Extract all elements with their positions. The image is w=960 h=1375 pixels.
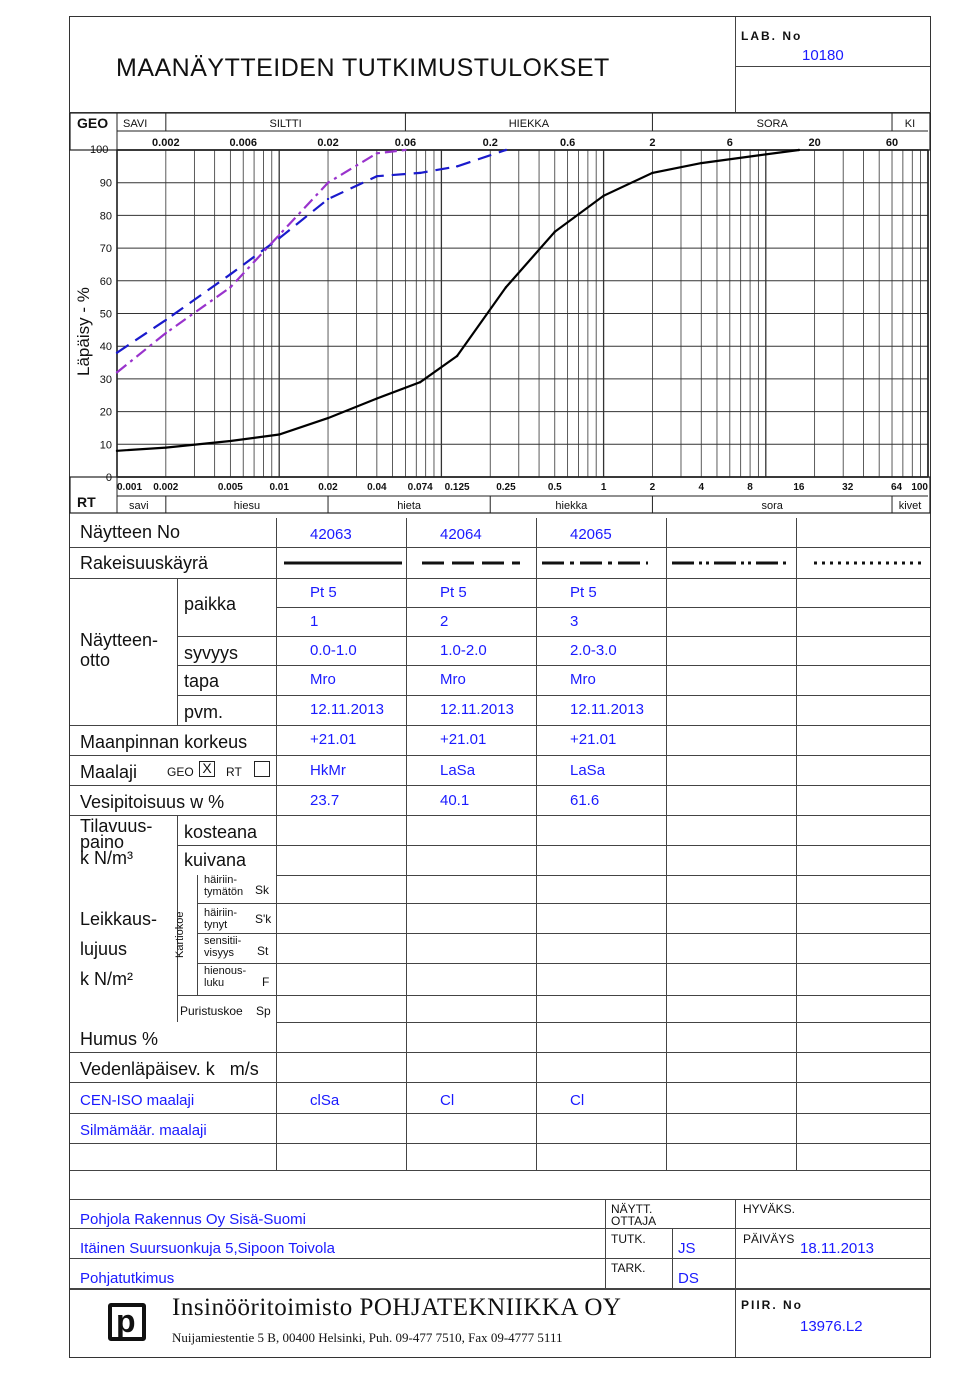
series-point-42065 — [376, 152, 378, 154]
y-tick-label: 70 — [99, 243, 112, 256]
table-rule — [70, 1170, 930, 1171]
method-3: Mro — [570, 671, 596, 688]
shear-fine-sym: F — [262, 975, 270, 989]
series-point-42064 — [456, 165, 458, 167]
drawing-no-label: PIIR. No — [741, 1298, 804, 1312]
table-rule — [276, 607, 930, 608]
bottom-tick-label: 32 — [842, 482, 854, 493]
depth-1: 0.0-1.0 — [310, 642, 357, 659]
method-label: tapa — [184, 671, 220, 691]
series-point-42064 — [116, 352, 118, 354]
bottom-tick-label: 0.25 — [496, 482, 516, 493]
chart-top-axis — [70, 113, 930, 156]
table-rule — [197, 933, 276, 934]
bottom-tick-label: 0.02 — [318, 482, 338, 493]
page-title: MAANÄYTTEIDEN TUTKIMUSTULOKSET — [116, 54, 610, 82]
sample-no-label: Näytteen No — [80, 522, 181, 542]
chart-y-axis — [100, 178, 112, 484]
series-point-42063 — [456, 355, 458, 357]
soil-3: LaSa — [570, 762, 606, 779]
series-point-42065 — [327, 182, 329, 184]
method-2: Mro — [440, 671, 466, 688]
shear-cone-label: Kartiokoe — [174, 911, 186, 958]
location-label: paikka — [184, 594, 237, 614]
table-rule — [276, 1022, 930, 1023]
y-tick-label: 0 — [105, 472, 112, 484]
logo-letter: p — [116, 1303, 136, 1339]
geo-class-label: SILTTI — [269, 118, 302, 130]
y-tick-label: 100 — [90, 144, 109, 156]
table-rule — [177, 636, 276, 637]
y-tick-label: 20 — [99, 406, 112, 419]
table-rule — [276, 963, 930, 964]
approved-label: HYVÄKS. — [743, 1202, 796, 1216]
series-point-42064 — [505, 149, 507, 151]
company-name: Insinööritoimisto POHJATEKNIIKKA OY — [172, 1294, 622, 1321]
top-tick-label: 2 — [649, 137, 656, 149]
footer-date-value: 18.11.2013 — [800, 1240, 874, 1257]
series-point-42065 — [165, 332, 167, 334]
water-label: Vesipitoisuus w % — [80, 792, 225, 812]
table-rule — [276, 995, 930, 996]
permeability-label: Vedenläpäisev. k m/s — [80, 1059, 259, 1079]
lab-no-value: 10180 — [802, 47, 844, 64]
elevation-1: +21.01 — [310, 731, 357, 748]
rt-label: RT — [77, 494, 96, 510]
table-rule — [276, 636, 930, 637]
ceniso-1: clSa — [310, 1092, 340, 1109]
location-sub-1: 1 — [310, 613, 319, 630]
rt-class-label: hiesu — [233, 500, 261, 512]
method-1: Mro — [310, 671, 336, 688]
company-address: Nuijamiestentie 5 B, 00400 Helsinki, Puh. 09-477 7510, Fax 09-4777 5111 — [172, 1330, 563, 1345]
sample-no-3: 42065 — [570, 526, 612, 543]
bottom-tick-label: 0.074 — [407, 482, 433, 493]
rt-class-label: hieta — [397, 500, 422, 512]
client-name: Pohjola Rakennus Oy Sisä-Suomi — [80, 1211, 306, 1228]
series-point-42064 — [327, 198, 329, 200]
top-tick-label: 6 — [726, 137, 733, 149]
project-name: Pohjatutkimus — [80, 1270, 175, 1287]
series-point-42063 — [327, 417, 329, 419]
table-col-rule — [406, 518, 407, 1170]
table-rule — [70, 1289, 930, 1290]
water-2: 40.1 — [440, 792, 470, 809]
y-tick-label: 40 — [99, 341, 112, 354]
soil-geo-label: GEO — [167, 765, 194, 779]
y-axis-label: Läpäisy - % — [74, 287, 93, 376]
sampler-label: NÄYTT. OTTAJA — [611, 1202, 657, 1228]
elevation-2: +21.01 — [440, 731, 487, 748]
bottom-tick-label: 100 — [911, 482, 928, 493]
shear-disturbed-label: häiriin- tynyt — [204, 907, 238, 931]
shear-fine-label: hienous- luku — [204, 965, 247, 989]
shear-undisturbed-sym: Sk — [255, 883, 270, 897]
series-point-42065 — [404, 149, 406, 151]
sample-no-1: 42063 — [310, 526, 352, 543]
bottom-tick-label: 0.005 — [217, 482, 243, 493]
table-rule — [70, 1052, 930, 1053]
top-tick-label: 20 — [808, 137, 821, 149]
table-rule — [197, 963, 276, 964]
series-point-42064 — [229, 273, 231, 275]
y-tick-label: 60 — [99, 275, 112, 288]
density-dry-label: kuivana — [184, 850, 247, 870]
table-rule — [70, 1228, 930, 1229]
client-address: Itäinen Suursuonkuja 5,Sipoon Toivola — [80, 1240, 335, 1257]
visual-label: Silmämäär. maalaji — [80, 1122, 207, 1139]
bottom-tick-label: 0.002 — [153, 482, 179, 493]
table-rule — [177, 695, 276, 696]
table-col-rule — [536, 518, 537, 1170]
location-sub-3: 3 — [570, 613, 579, 630]
series-line-42063 — [117, 150, 799, 451]
ceniso-2: Cl — [440, 1092, 455, 1109]
y-tick-label: 50 — [99, 308, 112, 321]
top-tick-label: 0.2 — [482, 137, 498, 149]
bottom-tick-label: 4 — [698, 482, 705, 493]
table-rule — [177, 845, 276, 846]
sampling-label: Näytteen- otto — [80, 630, 159, 670]
series-point-42065 — [116, 371, 118, 373]
bottom-tick-label: 64 — [890, 482, 903, 493]
checker-label: TARK. — [611, 1261, 646, 1275]
density-label: Tilavuus- paino k N/m³ — [80, 816, 153, 868]
depth-label: syvyys — [184, 643, 238, 663]
shear-disturbed-sym: S'k — [255, 912, 272, 926]
series-point-42063 — [376, 397, 378, 399]
geo-class-label: HIEKKA — [508, 118, 550, 130]
table-rule — [276, 933, 930, 934]
sample-no-2: 42064 — [440, 526, 482, 543]
bottom-tick-label: 0.01 — [269, 482, 289, 493]
lab-no-label: LAB. No — [741, 29, 803, 43]
series-point-42063 — [419, 381, 421, 383]
series-point-42063 — [798, 149, 800, 151]
table-rule — [70, 725, 930, 726]
top-tick-label: 0.02 — [317, 137, 339, 149]
rt-class-label: sora — [761, 500, 783, 512]
examiner-value: JS — [678, 1240, 696, 1257]
elevation-label: Maanpinnan korkeus — [80, 732, 248, 752]
date-3: 12.11.2013 — [570, 701, 644, 718]
soil-rt-checkbox — [254, 761, 270, 777]
water-3: 61.6 — [570, 792, 600, 809]
examiner-label: TUTK. — [611, 1232, 646, 1246]
table-col-rule — [276, 518, 277, 1170]
compression-sym: Sp — [256, 1004, 271, 1018]
series-point-42063 — [749, 155, 751, 157]
series-point-42064 — [376, 175, 378, 177]
footer-date-label: PÄIVÄYS — [743, 1232, 795, 1246]
table-rule — [70, 1258, 930, 1259]
density-wet-label: kosteana — [184, 822, 258, 842]
soil-1: HkMr — [310, 762, 346, 779]
bottom-tick-label: 1 — [600, 482, 607, 493]
bottom-tick-label: 0.001 — [117, 482, 143, 493]
rt-class-label: kivet — [898, 500, 922, 512]
series-point-42063 — [651, 172, 653, 174]
table-rule — [276, 695, 930, 696]
location-2: Pt 5 — [440, 584, 467, 601]
table-rule — [70, 578, 930, 579]
series-point-42063 — [602, 195, 604, 197]
rt-class-label: savi — [129, 500, 149, 512]
bottom-tick-label: 16 — [793, 482, 805, 493]
bottom-tick-label: 2 — [649, 482, 656, 493]
water-1: 23.7 — [310, 792, 340, 809]
company-logo — [108, 1303, 146, 1341]
table-rule — [177, 665, 276, 666]
table-rule — [177, 578, 178, 725]
curve-label: Rakeisuuskäyrä — [80, 553, 209, 573]
table-rule — [605, 1199, 606, 1289]
ceniso-3: Cl — [570, 1092, 585, 1109]
bottom-tick-label: 0.04 — [367, 482, 387, 493]
soil-geo-checkbox: X — [199, 761, 215, 777]
top-tick-label: 60 — [885, 137, 899, 149]
depth-2: 1.0-2.0 — [440, 642, 487, 659]
table-rule — [70, 547, 930, 548]
series-point-42065 — [229, 286, 231, 288]
bottom-tick-label: 8 — [747, 482, 753, 493]
table-col-rule — [666, 518, 667, 1170]
soil-label: Maalaji — [80, 762, 138, 782]
shear-undisturbed-label: häiriin- tymätön — [204, 874, 244, 898]
location-1: Pt 5 — [310, 584, 337, 601]
location-3: Pt 5 — [570, 584, 597, 601]
humus-label: Humus % — [80, 1029, 159, 1049]
table-rule — [70, 785, 930, 786]
top-tick-label: 0.002 — [152, 137, 180, 149]
table-rule — [70, 755, 930, 756]
table-rule — [197, 903, 276, 904]
series-point-42063 — [278, 433, 280, 435]
shear-label: Leikkaus- lujuus k N/m² — [80, 909, 158, 989]
checker-value: DS — [678, 1270, 699, 1287]
table-rule — [735, 1199, 736, 1357]
series-point-42063 — [116, 450, 118, 452]
shear-sens-sym: St — [257, 944, 269, 958]
table-rule — [276, 665, 930, 666]
chart-series — [116, 149, 800, 452]
location-sub-2: 2 — [440, 613, 449, 630]
ceniso-label: CEN-ISO maalaji — [80, 1092, 195, 1109]
bottom-tick-label: 0.5 — [547, 482, 562, 493]
series-point-42063 — [229, 440, 231, 442]
date-1: 12.11.2013 — [310, 701, 384, 718]
top-tick-label: 0.06 — [394, 137, 417, 149]
elevation-3: +21.01 — [570, 731, 617, 748]
series-point-42063 — [165, 446, 167, 448]
y-tick-label: 90 — [99, 177, 112, 190]
table-col-rule — [796, 518, 797, 1170]
table-rule — [70, 1199, 930, 1200]
series-point-42065 — [278, 234, 280, 236]
table-rule — [70, 1143, 930, 1144]
table-rule — [672, 1228, 673, 1288]
y-tick-label: 30 — [99, 373, 112, 386]
series-point-42063 — [700, 162, 702, 164]
y-tick-label: 80 — [99, 210, 112, 223]
date-label: pvm. — [184, 702, 224, 722]
chart-bottom-axis — [70, 477, 930, 513]
grain-size-chart — [0, 0, 960, 520]
table-rule — [70, 1113, 930, 1114]
top-tick-label: 0.6 — [559, 137, 576, 149]
compression-label: Puristuskoe — [180, 1004, 243, 1018]
shear-sens-label: sensitii- visyys — [204, 935, 242, 959]
soil-2: LaSa — [440, 762, 476, 779]
series-point-42064 — [165, 319, 167, 321]
top-tick-label: 0.006 — [229, 137, 257, 149]
curve-legend — [0, 555, 960, 575]
table-rule — [70, 1082, 930, 1083]
series-point-42064 — [419, 172, 421, 174]
geo-label: GEO — [77, 115, 109, 131]
drawing-no-value: 13976.L2 — [800, 1318, 863, 1335]
chart-grid — [117, 150, 928, 477]
geo-class-label: SORA — [756, 118, 788, 130]
series-line-42064 — [117, 150, 506, 353]
soil-rt-label: RT — [226, 765, 242, 779]
table-rule — [70, 815, 930, 816]
date-2: 12.11.2013 — [440, 701, 514, 718]
table-rule — [177, 995, 276, 996]
depth-3: 2.0-3.0 — [570, 642, 617, 659]
table-rule — [276, 903, 930, 904]
geo-class-label: KI — [904, 118, 916, 130]
series-point-42063 — [505, 286, 507, 288]
table-rule — [276, 845, 930, 846]
table-rule — [276, 875, 930, 876]
series-point-42063 — [554, 231, 556, 233]
y-tick-label: 10 — [99, 439, 112, 452]
rt-class-label: hiekka — [555, 500, 588, 512]
geo-class-label: SAVI — [123, 118, 148, 130]
table-rule — [197, 875, 198, 995]
bottom-tick-label: 0.125 — [444, 482, 470, 493]
